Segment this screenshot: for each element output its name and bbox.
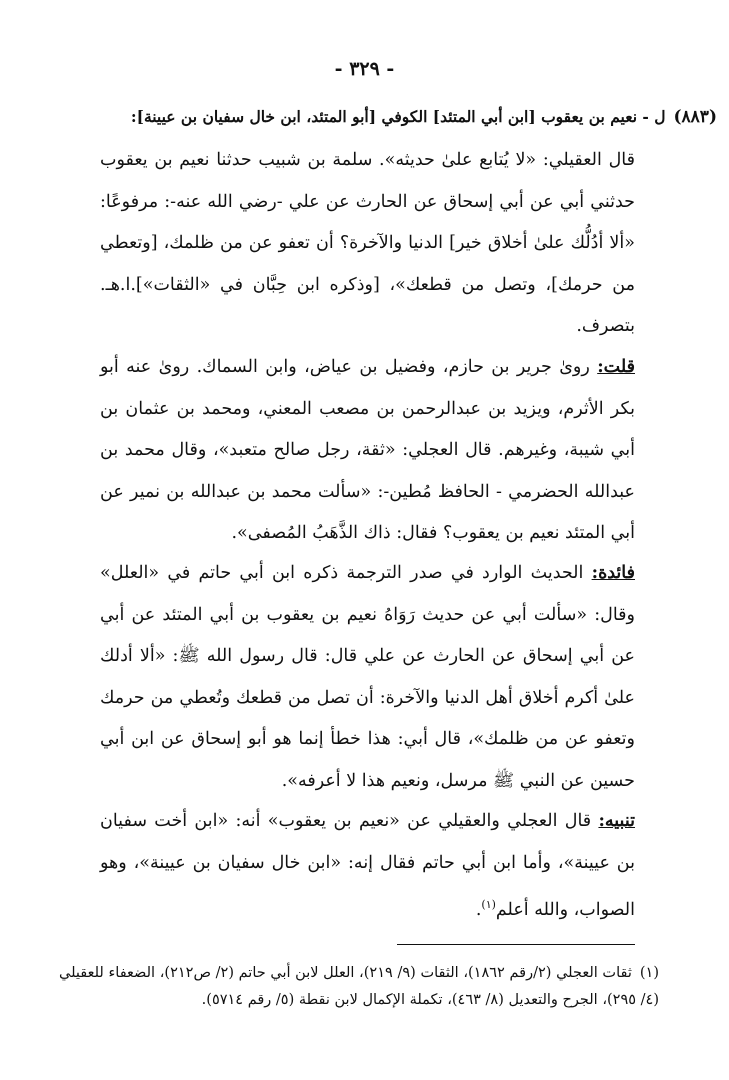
paragraph-faida xyxy=(100,553,635,802)
paragraph-qultu xyxy=(100,347,635,555)
paragraph-text: قال العقيلي: «لا يُتابع علىٰ حديثه». سلمة بن شبيب حدثنا نعيم بن يعقوب حدثني أبي عن أبي إسحاق عن الحارث عن علي -رضي الله عنه-: مرفوعًا: «ألا أدُلُّك علىٰ أخلاق خير] الدنيا والآخرة؟ أن تعفو عن من ظلمك، [وتعطي من حرمك]، وتصل من قطعك»، [وذكره ابن حِبَّان في «الثقات»].ا.هـ. بتصرف. xyxy=(100,150,635,336)
paragraph-uqayli xyxy=(100,140,635,348)
paragraph-text: الحديث الوارد في صدر الترجمة ذكره ابن أبي حاتم في «العلل» وقال: «سألت أبي عن حديث رَوَاهُ نعيم بن يعقوب بن أبي المتئد عن أبي عن أبي إسحاق عن الحارث عن علي قال: قال رسول الله ﷺ: «ألا أدلك علىٰ أكرم أخلاق أهل الدنيا والآخرة: أن تصل من قطعك وتُعطي من حرمك وتعفو عن من ظلمك»، قال أبي: هذا خطأ إنما هو أبو إسحاق عن ابن أبي حسين عن النبي ﷺ مرسل، ونعيم هذا لا أعرفه». xyxy=(100,563,636,791)
paragraph-tanbih: تنبيه: قال العجلي والعقيلي عن «نعيم بن يعقوب» أنه: «ابن أخت سفيان بن عيينة»، وأما ابن أبي حاتم فقال إنه: «ابن خال سفيان بن عيينة»، وهو الصواب، والله أعلم$^{(١)}$. xyxy=(100,811,635,920)
entry-title: ل - نعيم بن يعقوب [ابن أبي المتئد] الكوفي [أبو المتئد، ابن خال سفيان بن عيينة]: xyxy=(130,107,666,126)
paragraph-lead-tanbih: تنبيه: xyxy=(598,811,635,831)
footnote-reference[interactable]: (١) xyxy=(481,898,496,911)
footnote-divider xyxy=(397,944,635,945)
paragraph-lead-faida: فائدة: xyxy=(591,563,635,583)
entry-heading xyxy=(97,107,717,127)
paragraph-text: روىٰ جرير بن حازم، وفضيل بن عياض، وابن السماك. روىٰ عنه أبو بكر الأثرم، ويزيد بن عبدالرحمن بن مصعب المعني، ومحمد بن عثمان بن أبي شيبة، وغيرهم. قال العجلي: «ثقة، رجل صالح متعبد»، وقال محمد بن عبدالله الحضرمي - الحافظ مُطين-: «سألت محمد بن عبدالله بن نمير عن أبي المتئد نعيم بن يعقوب؟ فقال: ذاك الذَّهَبُ المُصفى». xyxy=(100,357,635,543)
page-number: - ٣٢٩ - xyxy=(334,58,395,80)
paragraph-text: قال العجلي والعقيلي عن «نعيم بن يعقوب» أنه: «ابن أخت سفيان بن عيينة»، وأما ابن أبي حاتم فقال إنه: «ابن خال سفيان بن عيينة»، وهو الصواب، والله أعلم xyxy=(100,811,635,920)
footnote xyxy=(59,960,659,1014)
footnote-text: ثقات العجلي (٢/رقم ١٨٦٢)، الثقات (٩/ ٢١٩)، العلل لابن أبي حاتم (٢/ ص٢١٢)، الضعفاء للعقيلي (٤/ ٢٩٥)، الجرح والتعديل (٨/ ٤٦٣)، تكملة الإكمال لابن نقطة (٥/ رقم ٥٧١٤). xyxy=(59,965,659,1008)
paragraph-lead-qultu: قلت: xyxy=(597,357,635,377)
entry-number: (٨٨٣) xyxy=(673,107,717,127)
footnote-marker: (١) xyxy=(639,965,660,981)
